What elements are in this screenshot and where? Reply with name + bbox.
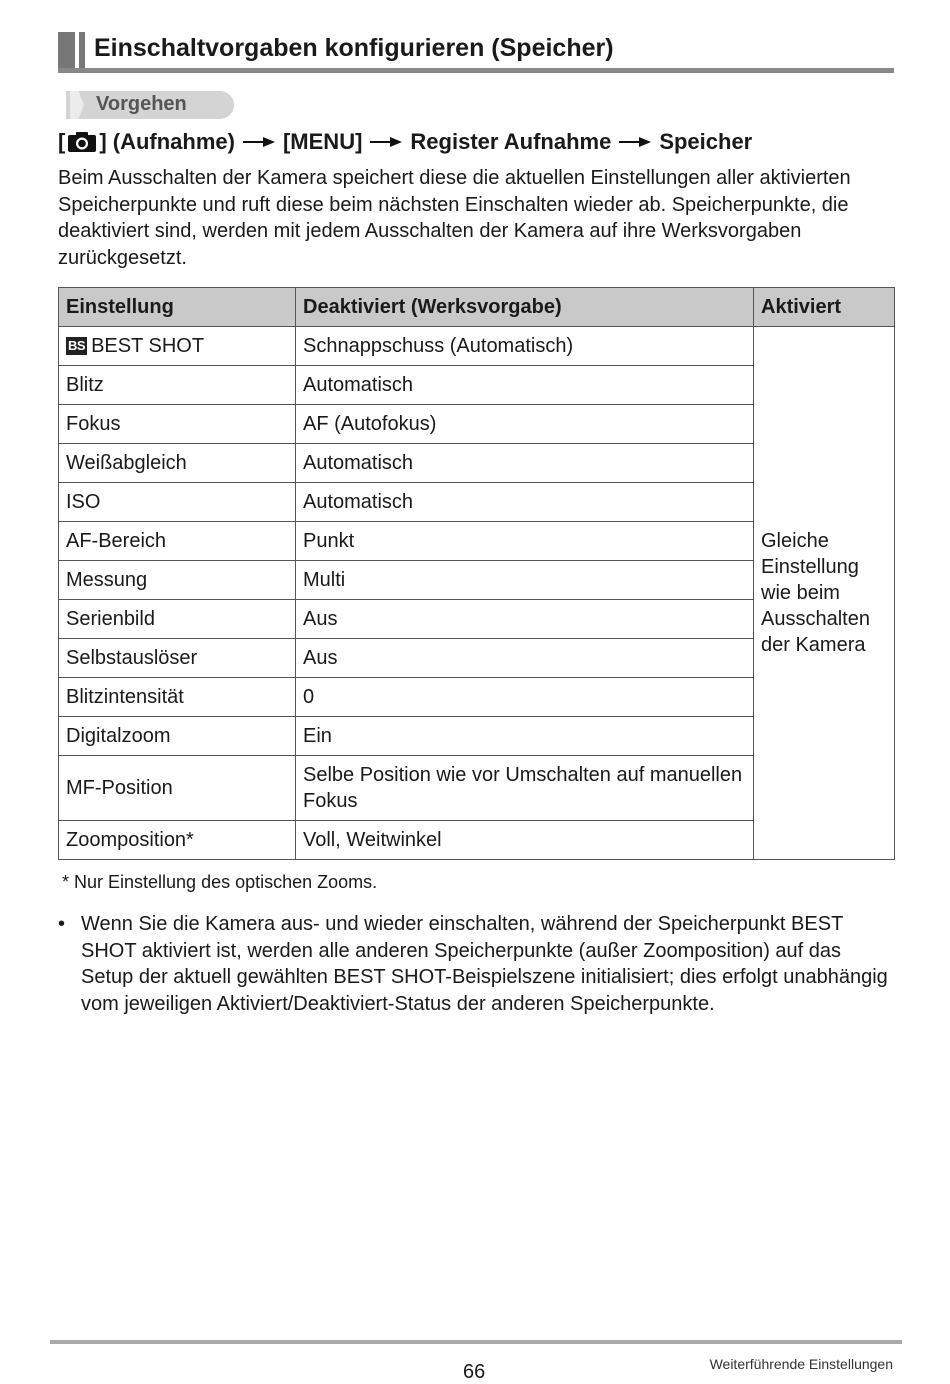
footer-divider xyxy=(50,1340,902,1344)
setting-name: Digitalzoom xyxy=(66,725,171,747)
arrow-right-icon xyxy=(619,135,651,149)
activated-line: Einstellung xyxy=(761,556,859,578)
activated-line: der Kamera xyxy=(761,634,866,656)
setting-cell xyxy=(59,639,296,678)
default-value-cell: Automatisch xyxy=(296,483,754,522)
path-step-speicher: Speicher xyxy=(659,129,753,154)
setting-cell xyxy=(59,821,296,860)
path-step-aufnahme: ] (Aufnahme) xyxy=(99,129,235,154)
default-value-cell: 0 xyxy=(296,678,754,717)
setting-name: Serienbild xyxy=(66,608,155,630)
activated-line: Gleiche xyxy=(761,530,829,552)
intro-paragraph: Beim Ausschalten der Kamera speichert diese die aktuellen Einstellungen aller aktivierten Speicherpunkte und ruft diese beim nächsten Einschalten wieder ab. Speicherpunkte, die deaktiviert sind, werden mit jedem Ausschalten der Kamera auf ihre Werksvorgaben zurückgesetzt. xyxy=(58,167,851,269)
default-value-cell: Punkt xyxy=(296,522,754,561)
default-value-cell: Schnappschuss (Automatisch) xyxy=(296,327,754,366)
page-number: 66 xyxy=(463,1361,486,1383)
setting-name: Weißabgleich xyxy=(66,452,187,474)
setting-cell xyxy=(59,327,296,366)
default-value-cell: Aus xyxy=(296,639,754,678)
table-row xyxy=(59,327,895,366)
path-step-register: Register Aufnahme xyxy=(410,129,612,154)
default-value-cell: Aus xyxy=(296,600,754,639)
activated-value-cell xyxy=(754,327,895,860)
header-bar-decoration xyxy=(58,32,75,72)
default-value-cell: Automatisch xyxy=(296,444,754,483)
setting-name: Blitzintensität xyxy=(66,686,184,708)
procedure-arrow-decoration xyxy=(70,91,84,119)
header-bar-decoration-thin xyxy=(79,32,85,72)
setting-cell xyxy=(59,522,296,561)
footer-section-name: Weiterführende Einstellungen xyxy=(709,1356,893,1372)
table-header-row xyxy=(59,288,895,327)
footnote: * Nur Einstellung des optischen Zooms. xyxy=(62,872,378,892)
page-title: Einschaltvorgaben konfigurieren (Speicher) xyxy=(94,34,614,62)
setting-name: BEST SHOT xyxy=(91,335,205,357)
default-value-cell: AF (Autofokus) xyxy=(296,405,754,444)
note-bullet xyxy=(58,911,898,1017)
setting-name: AF-Bereich xyxy=(66,530,167,552)
activated-line: Ausschalten xyxy=(761,608,870,630)
setting-cell xyxy=(59,444,296,483)
arrow-right-icon xyxy=(243,135,275,149)
best-shot-icon: BS xyxy=(68,338,86,353)
setting-cell xyxy=(59,756,296,821)
default-value-cell: Multi xyxy=(296,561,754,600)
default-value-cell: Ein xyxy=(296,717,754,756)
path-bracket-open: [ xyxy=(58,129,66,154)
procedure-label: Vorgehen xyxy=(96,93,187,115)
column-header-setting: Einstellung xyxy=(59,288,296,327)
setting-cell xyxy=(59,717,296,756)
menu-path xyxy=(58,129,752,155)
setting-cell xyxy=(59,600,296,639)
column-header-default: Deaktiviert (Werksvorgabe) xyxy=(296,288,754,327)
setting-name: Blitz xyxy=(66,374,104,396)
activated-line: wie beim xyxy=(761,582,840,604)
path-step-menu: [MENU] xyxy=(282,129,363,154)
setting-name: Messung xyxy=(66,569,148,591)
header-underline xyxy=(58,68,894,73)
page-header xyxy=(58,32,894,74)
default-value-cell: Selbe Position wie vor Umschalten auf manuellen Fokus xyxy=(296,756,754,821)
arrow-right-icon xyxy=(370,135,402,149)
column-header-activated: Aktiviert xyxy=(754,288,895,327)
setting-name: Zoomposition* xyxy=(66,829,194,851)
setting-cell xyxy=(59,405,296,444)
bullet-mark: • xyxy=(58,913,66,935)
setting-cell xyxy=(59,561,296,600)
default-value-cell: Voll, Weitwinkel xyxy=(296,821,754,860)
setting-name: ISO xyxy=(66,491,101,513)
setting-name: Fokus xyxy=(66,413,121,435)
setting-cell xyxy=(59,366,296,405)
setting-cell xyxy=(59,483,296,522)
procedure-label-box xyxy=(60,91,234,119)
settings-table xyxy=(58,287,895,860)
bullet-text: Wenn Sie die Kamera aus- und wieder einschalten, während der Speicherpunkt BEST SHOT aktiviert ist, werden alle anderen Speicherpunkte (außer Zoomposition) auf das Setup der aktuell gewählten BEST SHOT-Beispielszene initialisiert; dies erfolgt unabhängig vom jeweiligen Aktiviert/Deaktiviert-Status der anderen Speicherpunkte. xyxy=(81,913,888,1015)
setting-name: MF-Position xyxy=(66,777,173,799)
camera-icon xyxy=(67,131,97,153)
setting-name: Selbstauslöser xyxy=(66,647,198,669)
default-value-cell: Automatisch xyxy=(296,366,754,405)
setting-cell xyxy=(59,678,296,717)
